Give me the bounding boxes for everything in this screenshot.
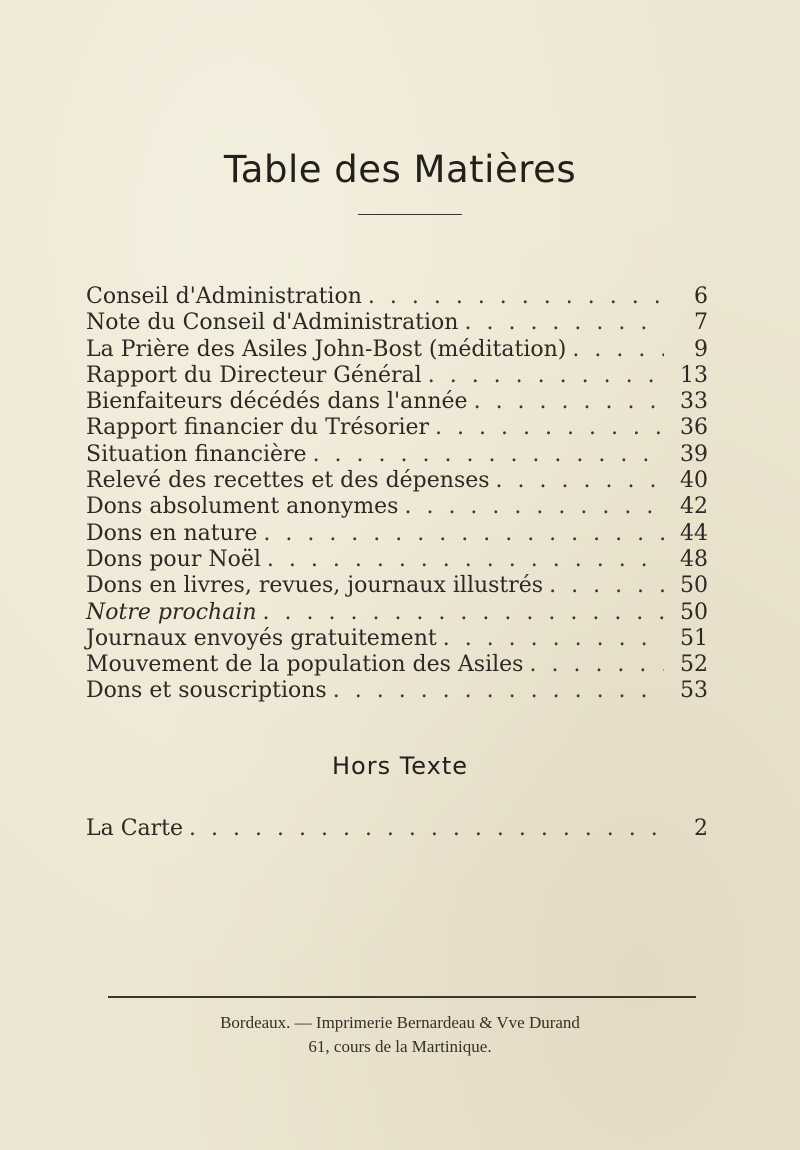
- dot-leader: [368, 284, 664, 310]
- dot-leader: [313, 442, 664, 468]
- dot-leader: [464, 310, 664, 336]
- dot-leader: [428, 363, 664, 389]
- toc-entry-title: La Carte: [86, 816, 184, 841]
- toc-entry-title: Journaux envoyés gratuitement: [86, 625, 437, 651]
- toc-entry-note: [86, 310, 708, 336]
- dot-leader: [549, 573, 664, 599]
- hors-texte-heading: Hors Texte: [331, 752, 469, 780]
- dot-leader: [333, 678, 664, 704]
- toc-entry-page: 53: [680, 678, 708, 704]
- toc-entry-carte: [86, 816, 708, 842]
- toc-entry-page: 50: [680, 599, 708, 625]
- toc-entry-title: Dons et souscriptions: [86, 678, 327, 704]
- toc-entry-title: La Prière des Asiles John-Bost (méditation): [86, 336, 567, 362]
- toc-entry-title: Note du Conseil d'Administration: [86, 310, 459, 336]
- dot-leader: [263, 600, 664, 626]
- toc-entry-page: 6: [694, 284, 708, 309]
- toc-entry-rapport-financier: [86, 415, 708, 441]
- toc-entry-notre-prochain: [86, 600, 708, 626]
- toc-entry-title: Dons en nature: [86, 520, 258, 546]
- printer-address: 61, cours de la Martinique.: [308, 1037, 492, 1056]
- toc-entry-title: Rapport financier du Trésorier: [86, 415, 430, 441]
- dot-leader: [496, 468, 664, 494]
- dot-leader: [263, 521, 664, 547]
- toc-entry-page: 7: [694, 310, 708, 336]
- toc-entry-mouvement: [86, 652, 708, 678]
- toc-entry-journaux: [86, 626, 708, 652]
- toc-entry-page: 44: [680, 520, 708, 546]
- dot-leader: [435, 415, 664, 441]
- toc-entry-title: Bienfaiteurs décédés dans l'année: [86, 389, 468, 415]
- toc-entry-page: 36: [680, 415, 708, 441]
- dot-leader: [572, 337, 664, 363]
- toc-entry-conseil: [86, 284, 708, 310]
- toc-entry-dons-nature: [86, 521, 708, 547]
- toc-entry-dons-livres: [86, 573, 708, 599]
- toc-entry-situation: [86, 442, 708, 468]
- toc-entry-page: 2: [694, 816, 708, 841]
- toc-entry-releve: [86, 468, 708, 494]
- toc-entry-page: 33: [680, 389, 708, 415]
- toc-entry-page: 42: [680, 494, 708, 520]
- footer-divider: [108, 996, 696, 998]
- toc-entry-dons-anonymes: [86, 494, 708, 520]
- hors-texte-list: [86, 816, 708, 842]
- title-divider: [358, 214, 462, 215]
- toc-entry-title: Relevé des recettes et des dépenses: [86, 468, 490, 494]
- toc-entry-title: Dons en livres, revues, journaux illustrés: [86, 573, 544, 599]
- toc-entry-title: Rapport du Directeur Général: [86, 362, 422, 388]
- page-title: Table des Matières: [223, 148, 577, 191]
- toc-entry-page: 52: [680, 652, 708, 678]
- toc-entry-dons-noel: [86, 547, 708, 573]
- dot-leader: [189, 816, 664, 842]
- toc-entry-souscriptions: [86, 678, 708, 704]
- dot-leader: [443, 626, 664, 652]
- toc-entry-page: 40: [680, 468, 708, 494]
- toc-entry-page: 48: [680, 546, 708, 572]
- toc-entry-page: 13: [680, 362, 708, 388]
- table-of-contents: [86, 284, 708, 705]
- toc-entry-title: Situation financière: [86, 441, 307, 467]
- toc-entry-title: Dons absolument anonymes: [86, 494, 399, 520]
- dot-leader: [267, 547, 664, 573]
- toc-entry-title: Dons pour Noël: [86, 546, 261, 572]
- dot-leader: [404, 494, 664, 520]
- toc-entry-title: Mouvement de la population des Asiles: [86, 652, 524, 678]
- toc-entry-page: 50: [680, 573, 708, 599]
- toc-entry-page: 51: [680, 625, 708, 651]
- toc-entry-priere: [86, 337, 708, 363]
- toc-entry-rapport-directeur: [86, 363, 708, 389]
- toc-entry-title: Conseil d'Administration: [86, 284, 362, 309]
- toc-entry-title: Notre prochain: [86, 599, 257, 625]
- printer-imprint: Bordeaux. — Imprimerie Bernardeau & Vve Durand: [220, 1013, 580, 1032]
- toc-entry-page: 9: [694, 336, 708, 362]
- toc-entry-bienfaiteurs: [86, 389, 708, 415]
- toc-entry-page: 39: [680, 441, 708, 467]
- dot-leader: [474, 389, 664, 415]
- dot-leader: [529, 652, 664, 678]
